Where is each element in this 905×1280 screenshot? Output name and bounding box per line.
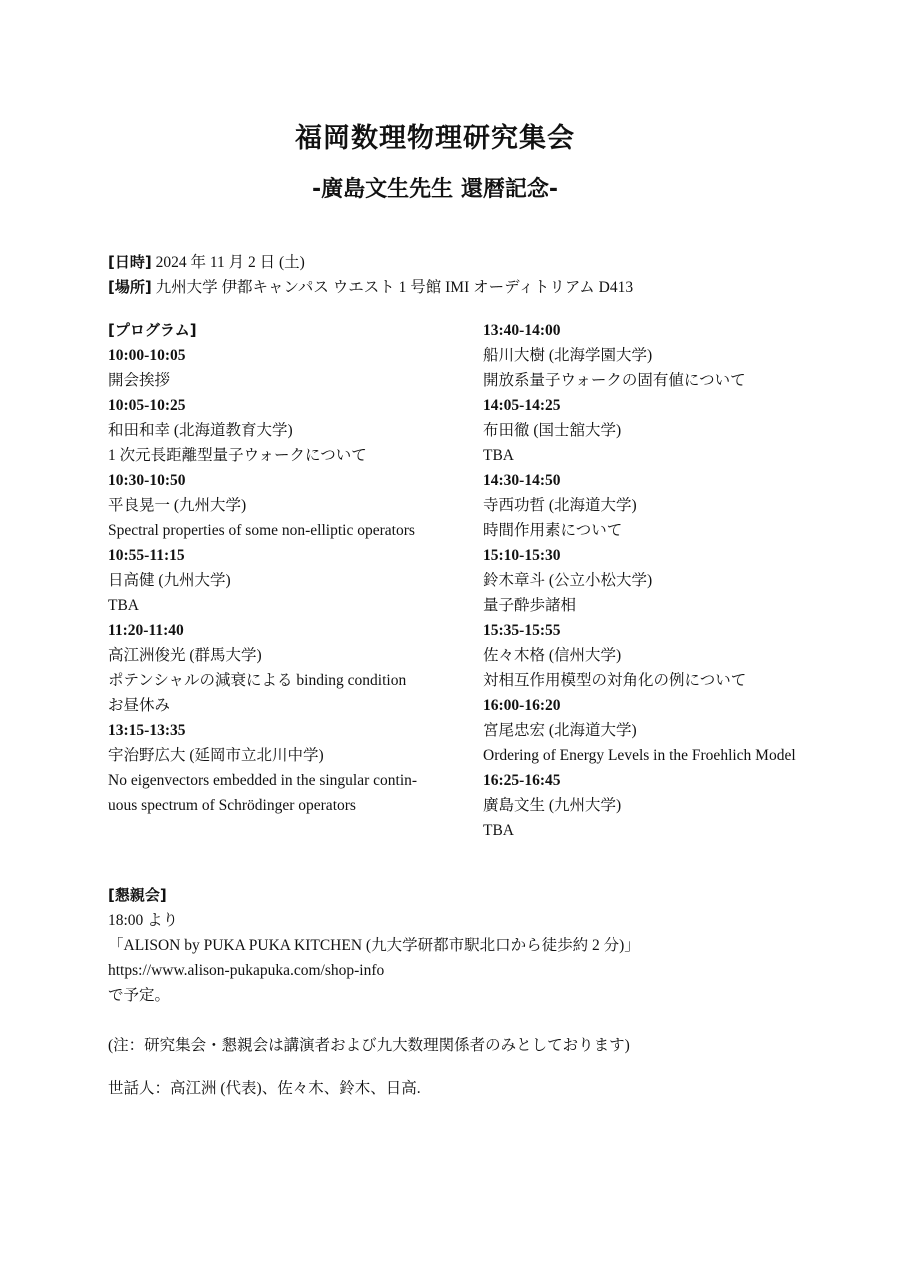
talk-title: 対相互作用模型の対角化の例について [483,672,747,689]
talk-title: 時間作用素について [483,522,623,539]
talk-title: 1 次元長距離型量子ウォークについて [108,447,367,464]
footer-section [108,883,868,1101]
talk-speaker: 開会挨拶 [108,372,171,389]
social-venue: 「ALISON by PUKA PUKA KITCHEN (九大学研都市駅北口から徒歩約 2 分)」 [108,937,640,954]
social-heading: [懇親会] [108,886,167,904]
social-time: 18:00 より [108,912,179,929]
program-right-column [483,318,863,843]
date-value: 2024 年 11 月 2 日 (土) [155,254,305,271]
place-line [108,275,633,300]
talk-time: 11:20-11:40 [108,622,184,639]
talk-speaker: 廣島文生 (九州大学) [483,797,622,814]
talk-title: 開放系量子ウォークの固有値について [483,372,746,389]
talk-title: ポテンシャルの減衰による binding condition [108,672,407,689]
talk-time: 13:40-14:00 [483,322,561,339]
talk-time: 10:55-11:15 [108,547,185,564]
talk-title: TBA [108,597,139,614]
talk-speaker: 佐々木格 (信州大学) [483,647,622,664]
event-info [108,250,633,300]
social-note: で予定。 [108,987,171,1004]
talk-time: 14:05-14:25 [483,397,561,414]
talk-speaker: 宮尾忠宏 (北海道大学) [483,722,637,739]
talk-speaker: 船川大樹 (北海学園大学) [483,347,653,364]
place-label: [場所] [108,278,152,296]
talk-title: TBA [483,822,514,839]
talk-speaker: 寺西功哲 (北海道大学) [483,497,637,514]
date-label: [日時] [108,253,152,271]
talk-time: 16:00-16:20 [483,697,561,714]
talk-speaker: 平良晃一 (九州大学) [108,497,247,514]
talk-title: uous spectrum of Schrödinger operators [108,797,356,814]
talk-time: 13:15-13:35 [108,722,186,739]
talk-title: TBA [483,447,514,464]
talk-speaker: 和田和幸 (北海道教育大学) [108,422,293,439]
talk-title: No eigenvectors embedded in the singular contin- [108,772,418,789]
talk-time: 15:35-15:55 [483,622,561,639]
talk-time: 16:25-16:45 [483,772,561,789]
date-line [108,250,633,275]
talk-speaker: 高江洲俊光 (群馬大学) [108,647,262,664]
talk-title: 量子酔歩諸相 [483,597,577,614]
page-title: 福岡数理物理研究集会 [295,123,575,154]
talk-time: 10:00-10:05 [108,347,186,364]
talk-time: 10:30-10:50 [108,472,186,489]
talk-speaker: 布田徹 (国士舘大学) [483,422,622,439]
talk-time: 15:10-15:30 [483,547,561,564]
page-subtitle: -廣島文生先生 還暦記念- [312,177,558,202]
talk-speaker: 宇治野広大 (延岡市立北川中学) [108,747,324,764]
talk-title: Spectral properties of some non-elliptic operators [108,522,415,539]
program-heading: [プログラム] [108,321,197,339]
social-url[interactable]: https://www.alison-pukapuka.com/shop-info [108,962,385,979]
program-left-column [108,318,478,818]
talk-title: Ordering of Energy Levels in the Froehlich Model [483,747,796,764]
talk-speaker: 日高健 (九州大学) [108,572,231,589]
talk-time: 14:30-14:50 [483,472,561,489]
notice: (注：研究集会・懇親会は講演者および九大数理関係者のみとしております) [108,1037,630,1054]
place-value: 九州大学 伊都キャンパス ウエスト 1 号館 IMI オーディトリアム D413 [155,279,634,296]
talk-speaker: 鈴木章斗 (公立小松大学) [483,572,653,589]
talk-title: お昼休み [108,697,171,714]
organizers: 世話人：高江洲 (代表)、佐々木、鈴木、日高. [108,1080,421,1097]
talk-time: 10:05-10:25 [108,397,186,414]
